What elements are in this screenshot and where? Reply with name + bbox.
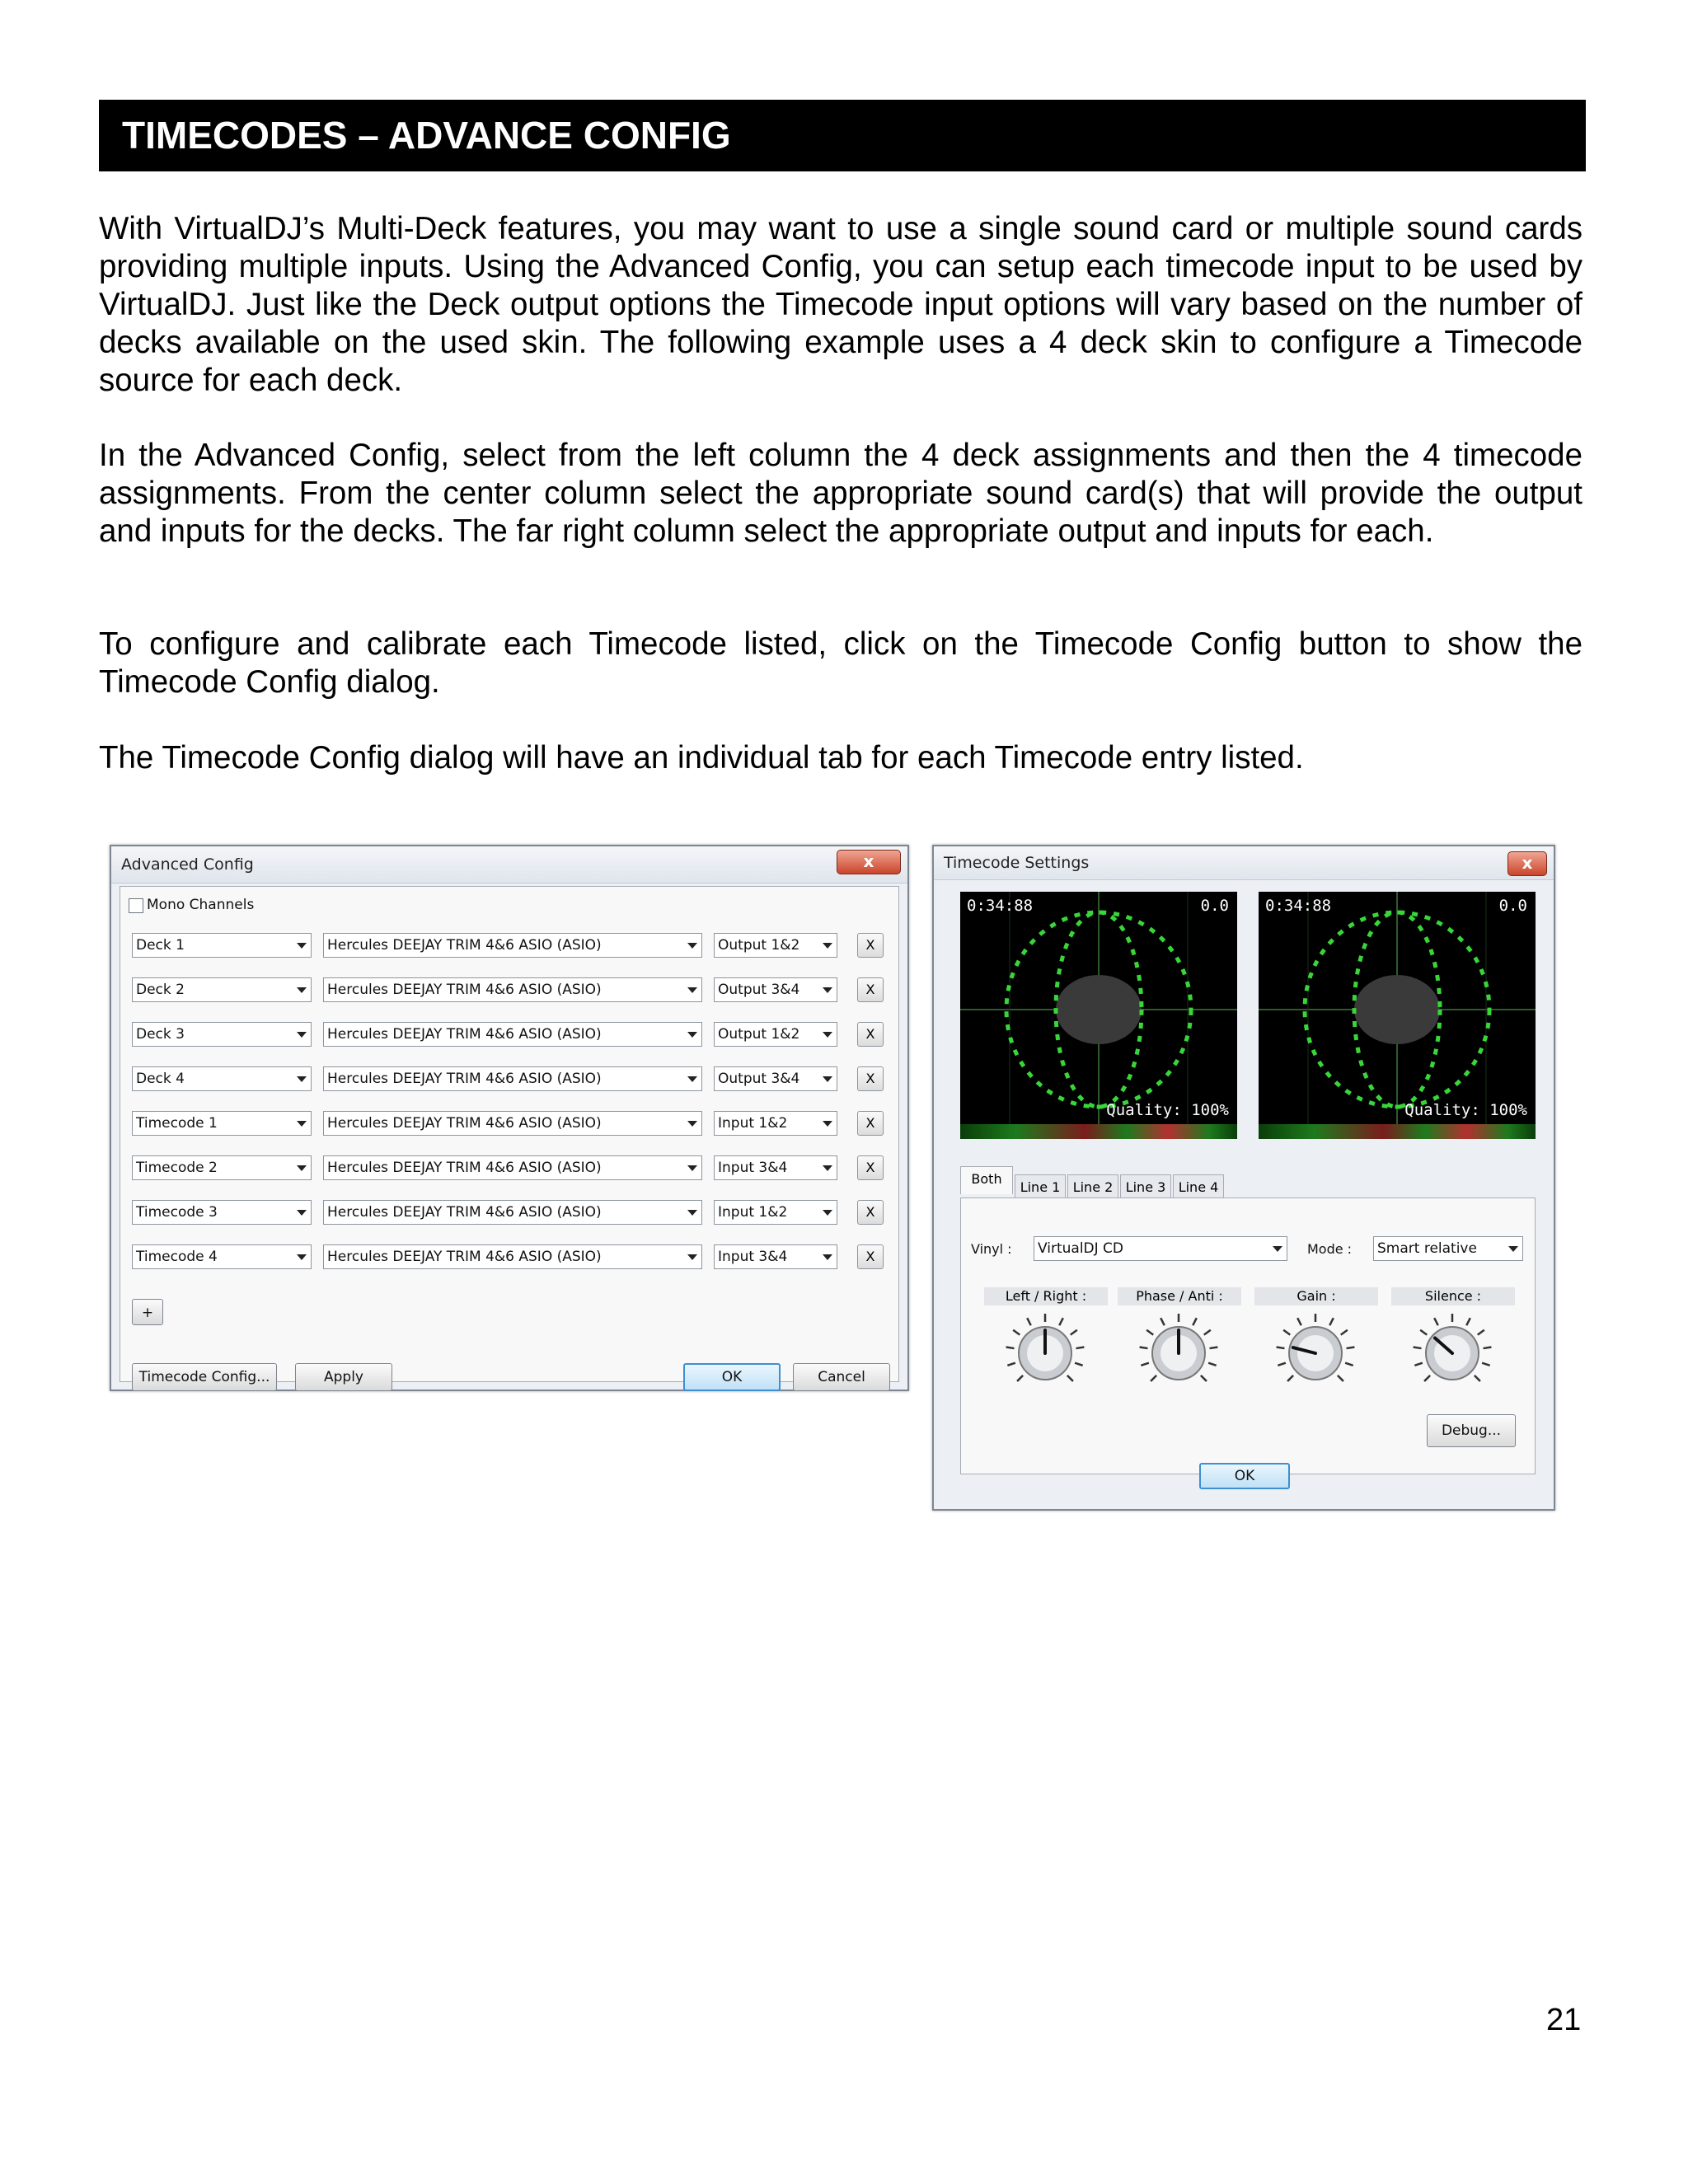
channel-select-value: Input 3&4 (718, 1160, 788, 1176)
assignment-select-value: Timecode 3 (136, 1204, 218, 1221)
device-select[interactable] (323, 1111, 702, 1136)
window-title: Advanced Config (121, 855, 254, 874)
channel-select[interactable] (714, 977, 837, 1002)
assignment-select[interactable] (132, 1155, 312, 1180)
chevron-down-icon (297, 1254, 307, 1260)
channel-select-value: Output 3&4 (718, 982, 800, 998)
device-select[interactable] (323, 1244, 702, 1269)
assignment-select-value: Deck 2 (136, 982, 185, 998)
channel-select-value: Output 3&4 (718, 1071, 800, 1087)
chevron-down-icon (687, 1165, 697, 1171)
chevron-down-icon (1508, 1246, 1518, 1252)
assignment-select[interactable] (132, 1200, 312, 1225)
remove-row-button[interactable] (857, 1244, 884, 1269)
chevron-down-icon (687, 1210, 697, 1216)
device-select-value: Hercules DEEJAY TRIM 4&6 ASIO (ASIO) (327, 1249, 602, 1265)
channel-select[interactable] (714, 1022, 837, 1047)
vinyl-label: Vinyl : (971, 1241, 1012, 1257)
channel-select-value: Output 1&2 (718, 1026, 800, 1043)
remove-row-button[interactable] (857, 1066, 884, 1091)
close-button[interactable]: x (837, 850, 901, 874)
vinyl-select[interactable] (1034, 1236, 1287, 1261)
device-select-value: Hercules DEEJAY TRIM 4&6 ASIO (ASIO) (327, 937, 602, 954)
knob-control[interactable] (1273, 1310, 1358, 1396)
knob-control[interactable] (1136, 1310, 1221, 1396)
assignment-select-value: Timecode 1 (136, 1115, 218, 1132)
timecode-settings-titlebar (934, 846, 1554, 880)
knob-label: Phase / Anti : (1118, 1287, 1241, 1305)
scope-quality: Quality: 100% (1106, 1101, 1229, 1119)
paragraph-tabs: The Timecode Config dialog will have an individual tab for each Timecode entry listed. (99, 740, 1304, 776)
channel-select-value: Input 3&4 (718, 1249, 788, 1265)
assignment-select-value: Timecode 4 (136, 1249, 218, 1265)
assignment-select-value: Deck 4 (136, 1071, 185, 1087)
knob-label: Left / Right : (984, 1287, 1108, 1305)
assignment-select[interactable] (132, 1111, 312, 1136)
chevron-down-icon (687, 1254, 697, 1260)
chevron-down-icon (687, 1076, 697, 1082)
tab-line-3[interactable]: Line 3 (1120, 1174, 1171, 1199)
remove-row-button-value: X (865, 1204, 875, 1220)
paragraph-advanced-config: In the Advanced Config, select from the left column the 4 deck assignments and then the 4 timecode assignments. From the center column select the appropriate sound card(s) that will provide the output and inputs for the decks. The far right column select the appropriate output and inputs for each. (99, 438, 1582, 549)
channel-select-value: Input 1&2 (718, 1204, 788, 1221)
device-select[interactable] (323, 977, 702, 1002)
device-select-value: Hercules DEEJAY TRIM 4&6 ASIO (ASIO) (327, 1115, 602, 1132)
device-select-value: Hercules DEEJAY TRIM 4&6 ASIO (ASIO) (327, 982, 602, 998)
signal-strip (1259, 1124, 1536, 1139)
tab-panel (960, 1197, 1536, 1474)
chevron-down-icon (1273, 1246, 1282, 1252)
assignment-select[interactable] (132, 1022, 312, 1047)
section-title: TIMECODES – ADVANCE CONFIG (122, 114, 731, 157)
tab-both[interactable]: Both (960, 1166, 1013, 1194)
chevron-down-icon (823, 1121, 832, 1127)
timecode-scope-right (1259, 892, 1536, 1139)
channel-select-value: Input 1&2 (718, 1115, 788, 1132)
device-select-value: Hercules DEEJAY TRIM 4&6 ASIO (ASIO) (327, 1204, 602, 1221)
channel-select[interactable] (714, 1200, 837, 1225)
paragraph-intro: With VirtualDJ’s Multi-Deck features, you may want to use a single sound card or multiple sound cards providing multiple inputs. Using the Advanced Config, you can setup each timecode input to be used by VirtualDJ. Just like the Deck output options the Timecode input options will vary based on the number of decks available on the used skin. The following example uses a 4 deck skin to configure a Timecode source for each deck. (99, 211, 1582, 398)
chevron-down-icon (297, 1076, 307, 1082)
vinyl-value: VirtualDJ CD (1038, 1240, 1124, 1257)
remove-row-button[interactable] (857, 1155, 884, 1180)
chevron-down-icon (297, 1121, 307, 1127)
cancel-button[interactable]: Cancel (793, 1363, 890, 1391)
knob-label: Gain : (1254, 1287, 1378, 1305)
assignment-select[interactable] (132, 977, 312, 1002)
assignment-select[interactable] (132, 1066, 312, 1091)
chevron-down-icon (297, 1165, 307, 1171)
advanced-config-window (110, 845, 909, 1391)
device-select[interactable] (323, 1066, 702, 1091)
section-header (99, 100, 1586, 171)
remove-row-button[interactable] (857, 977, 884, 1002)
mono-channels-label: Mono Channels (147, 897, 255, 913)
remove-row-button-value: X (865, 1160, 875, 1175)
page-number: 21 (1546, 2003, 1582, 2037)
chevron-down-icon (823, 1254, 832, 1260)
tab-line-2[interactable]: Line 2 (1067, 1174, 1118, 1199)
chevron-down-icon (297, 1032, 307, 1038)
timecode-config-button[interactable]: Timecode Config... (132, 1363, 277, 1391)
chevron-down-icon (823, 943, 832, 949)
add-row-button[interactable]: + (132, 1299, 163, 1325)
device-select-value: Hercules DEEJAY TRIM 4&6 ASIO (ASIO) (327, 1160, 602, 1176)
device-select[interactable] (323, 933, 702, 958)
channel-select[interactable] (714, 1066, 837, 1091)
mode-label: Mode : (1307, 1241, 1353, 1257)
scope-pitch: 0.0 (1498, 897, 1527, 915)
advanced-config-panel (120, 886, 899, 1385)
remove-row-button[interactable] (857, 933, 884, 958)
device-select[interactable] (323, 1022, 702, 1047)
apply-button[interactable]: Apply (295, 1363, 392, 1391)
chevron-down-icon (297, 987, 307, 993)
channel-select[interactable] (714, 1155, 837, 1180)
knob-label: Silence : (1391, 1287, 1515, 1305)
debug-button[interactable]: Debug... (1427, 1414, 1516, 1447)
chevron-down-icon (823, 1032, 832, 1038)
close-button[interactable]: x (1507, 851, 1547, 876)
remove-row-button-value: X (865, 1115, 875, 1131)
chevron-down-icon (297, 943, 307, 949)
channel-select-value: Output 1&2 (718, 937, 800, 954)
scope-quality: Quality: 100% (1404, 1101, 1527, 1119)
chevron-down-icon (823, 1210, 832, 1216)
remove-row-button-value: X (865, 937, 875, 953)
chevron-down-icon (687, 1032, 697, 1038)
remove-row-button-value: X (865, 982, 875, 997)
tab-line-1[interactable]: Line 1 (1015, 1174, 1066, 1199)
chevron-down-icon (823, 1165, 832, 1171)
timecode-scope-left (960, 892, 1237, 1139)
tab-line-4[interactable]: Line 4 (1173, 1174, 1224, 1199)
device-select-value: Hercules DEEJAY TRIM 4&6 ASIO (ASIO) (327, 1026, 602, 1043)
channel-select[interactable] (714, 1111, 837, 1136)
channel-select[interactable] (714, 1244, 837, 1269)
channel-select[interactable] (714, 933, 837, 958)
assignment-select[interactable] (132, 1244, 312, 1269)
mono-channels-checkbox[interactable] (129, 898, 143, 913)
chevron-down-icon (687, 987, 697, 993)
chevron-down-icon (687, 1121, 697, 1127)
remove-row-button-value: X (865, 1026, 875, 1042)
knob-control[interactable] (1409, 1310, 1495, 1396)
device-select[interactable] (323, 1200, 702, 1225)
chevron-down-icon (687, 943, 697, 949)
scope-time: 0:34:88 (967, 897, 1034, 915)
signal-strip (960, 1124, 1237, 1139)
assignment-select-value: Deck 1 (136, 937, 185, 954)
chevron-down-icon (297, 1210, 307, 1216)
timecode-settings-window (932, 845, 1555, 1511)
ok-button[interactable]: OK (683, 1363, 781, 1391)
ok-button[interactable]: OK (1199, 1463, 1290, 1489)
mode-value: Smart relative (1377, 1240, 1477, 1257)
mode-select[interactable] (1373, 1236, 1523, 1261)
scope-time: 0:34:88 (1265, 897, 1332, 915)
device-select-value: Hercules DEEJAY TRIM 4&6 ASIO (ASIO) (327, 1071, 602, 1087)
remove-row-button[interactable] (857, 1022, 884, 1047)
remove-row-button-value: X (865, 1249, 875, 1264)
paragraph-calibrate: To configure and calibrate each Timecode listed, click on the Timecode Config button to show the Timecode Config dialog. (99, 626, 1582, 700)
remove-row-button[interactable] (857, 1200, 884, 1225)
remove-row-button-value: X (865, 1071, 875, 1086)
window-title: Timecode Settings (944, 854, 1090, 872)
line-tabs (960, 1169, 1536, 1199)
chevron-down-icon (823, 987, 832, 993)
chevron-down-icon (823, 1076, 832, 1082)
assignment-select[interactable] (132, 933, 312, 958)
assignment-select-value: Deck 3 (136, 1026, 185, 1043)
device-select[interactable] (323, 1155, 702, 1180)
knob-control[interactable] (1002, 1310, 1088, 1396)
remove-row-button[interactable] (857, 1111, 884, 1136)
advanced-config-titlebar (111, 846, 907, 883)
assignment-select-value: Timecode 2 (136, 1160, 218, 1176)
scope-pitch: 0.0 (1200, 897, 1229, 915)
